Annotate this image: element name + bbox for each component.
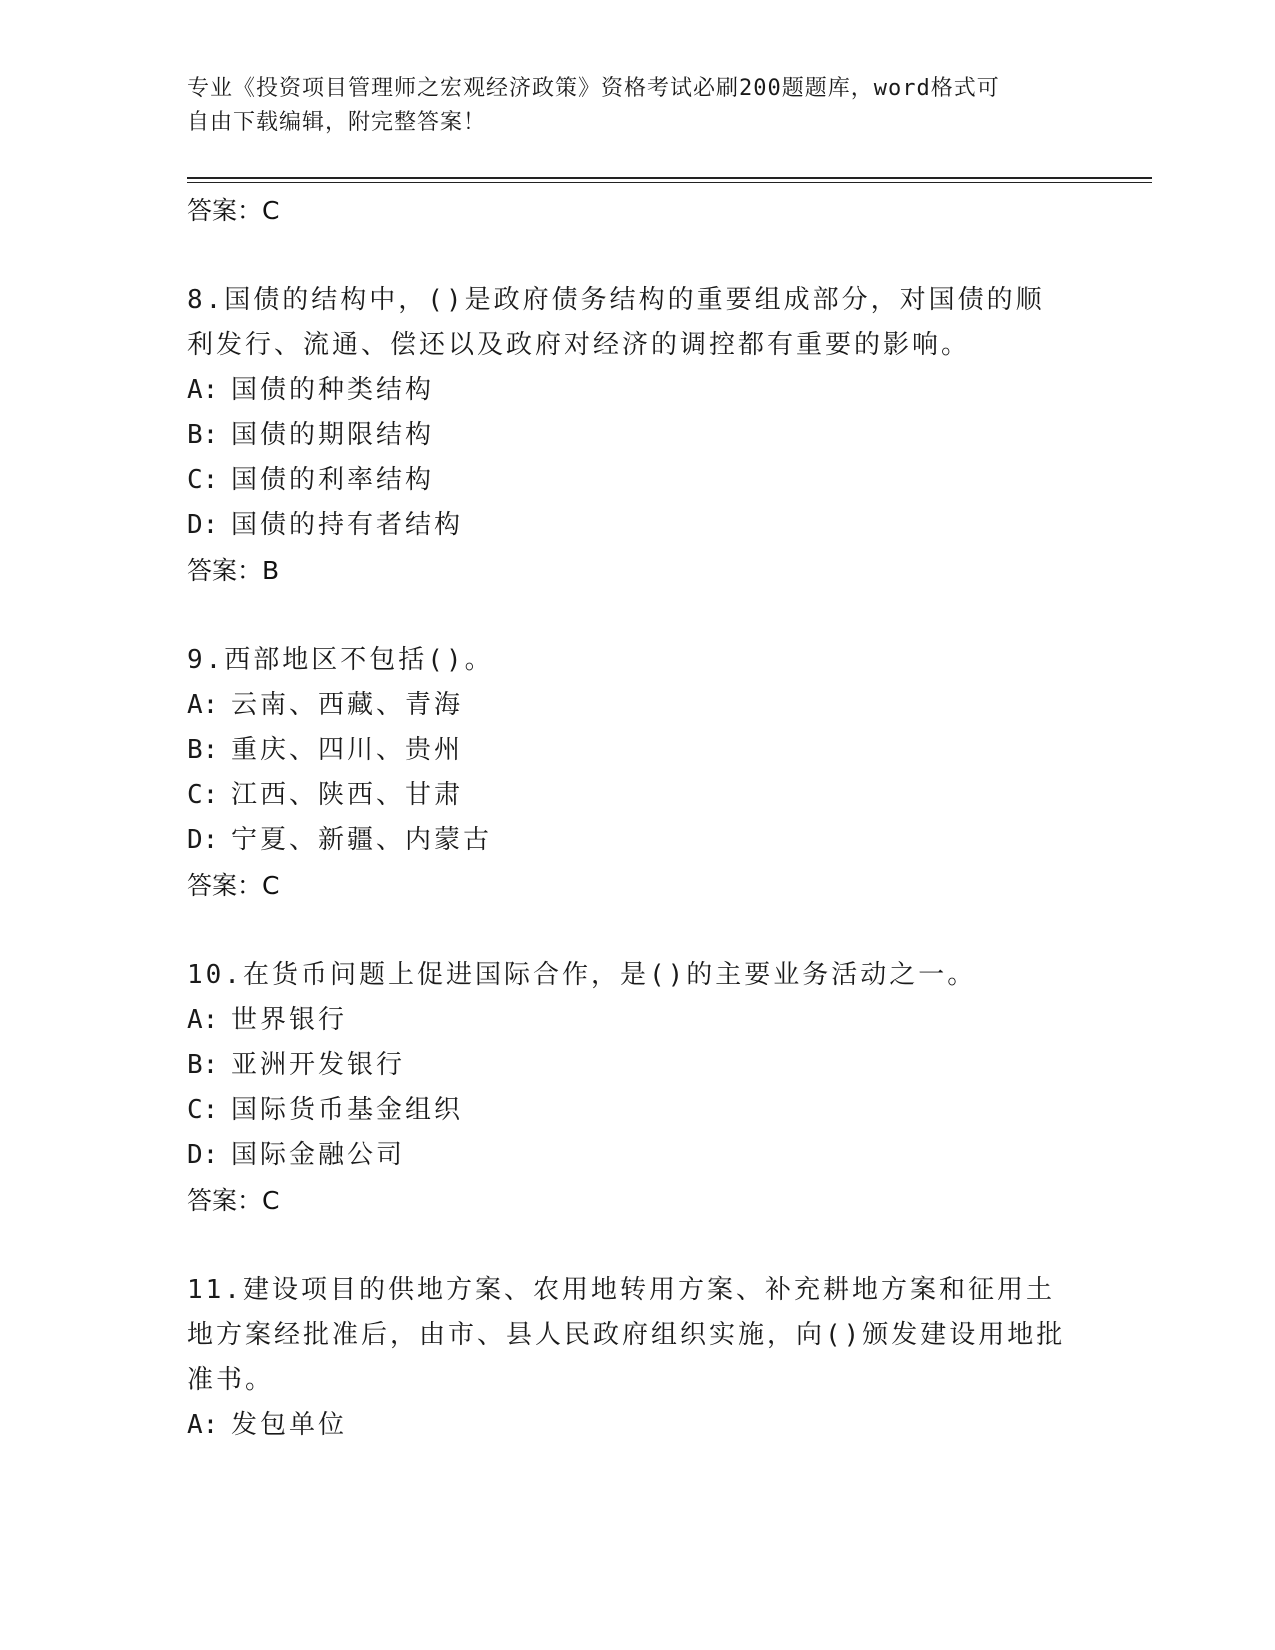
option-text: 国债的利率结构 (231, 465, 435, 495)
option-c (187, 1088, 1067, 1133)
option-letter: A: (187, 1410, 219, 1440)
question-text: 8.国债的结构中，()是政府债务结构的重要组成部分，对国债的顺利发行、流通、偿还以及政府对经济的调控都有重要的影响。 (187, 285, 1045, 360)
option-text: 国债的种类结构 (231, 375, 435, 405)
option-text: 发包单位 (231, 1410, 348, 1440)
option-d (187, 1133, 1067, 1178)
option-letter: A: (187, 1005, 219, 1035)
option-d (187, 503, 1067, 548)
question-10 (187, 953, 1067, 1224)
option-letter: D: (187, 510, 219, 540)
answer-line: 答案：B (187, 556, 280, 585)
option-text: 国际金融公司 (231, 1140, 406, 1170)
option-c (187, 458, 1067, 503)
option-letter: B: (187, 420, 219, 450)
option-letter: C: (187, 1095, 219, 1125)
option-a (187, 368, 1067, 413)
option-b (187, 1043, 1067, 1088)
option-text: 云南、西藏、青海 (231, 690, 464, 720)
option-text: 江西、陕西、甘肃 (231, 780, 464, 810)
option-letter: C: (187, 780, 219, 810)
option-letter: D: (187, 1140, 219, 1170)
answer-line: 答案：C (187, 871, 280, 900)
option-text: 国债的期限结构 (231, 420, 435, 450)
option-d (187, 818, 1067, 863)
header-line-2: 自由下载编辑，附完整答案！ (187, 110, 487, 135)
option-a (187, 998, 1067, 1043)
document-header (187, 72, 1067, 140)
option-text: 亚洲开发银行 (231, 1050, 406, 1080)
option-a (187, 1403, 1067, 1448)
header-line-1: 专业《投资项目管理师之宏观经济政策》资格考试必刷200题题库，word格式可 (187, 76, 1000, 101)
option-letter: A: (187, 690, 219, 720)
option-letter: C: (187, 465, 219, 495)
question-text: 9.西部地区不包括()。 (187, 645, 494, 675)
question-text: 11.建设项目的供地方案、农用地转用方案、补充耕地方案和征用土地方案经批准后，由市、县人民政府组织实施，向()颁发建设用地批准书。 (187, 1275, 1066, 1395)
answer-line: 答案：C (187, 196, 280, 225)
option-b (187, 413, 1067, 458)
option-letter: B: (187, 1050, 219, 1080)
option-a (187, 683, 1067, 728)
question-8 (187, 278, 1067, 594)
option-text: 国际货币基金组织 (231, 1095, 464, 1125)
option-letter: A: (187, 375, 219, 405)
option-text: 宁夏、新疆、内蒙古 (231, 825, 493, 855)
header-divider-thin (187, 182, 1152, 183)
question-11 (187, 1268, 1067, 1448)
option-letter: D: (187, 825, 219, 855)
option-c (187, 773, 1067, 818)
option-text: 世界银行 (231, 1005, 348, 1035)
document-body (187, 188, 1067, 1448)
option-text: 国债的持有者结构 (231, 510, 464, 540)
option-b (187, 728, 1067, 773)
question-9 (187, 638, 1067, 909)
answer-line: 答案：C (187, 1186, 280, 1215)
option-letter: B: (187, 735, 219, 765)
question-text: 10.在货币问题上促进国际合作，是()的主要业务活动之一。 (187, 960, 977, 990)
header-divider-thick (187, 177, 1152, 179)
option-text: 重庆、四川、贵州 (231, 735, 464, 765)
